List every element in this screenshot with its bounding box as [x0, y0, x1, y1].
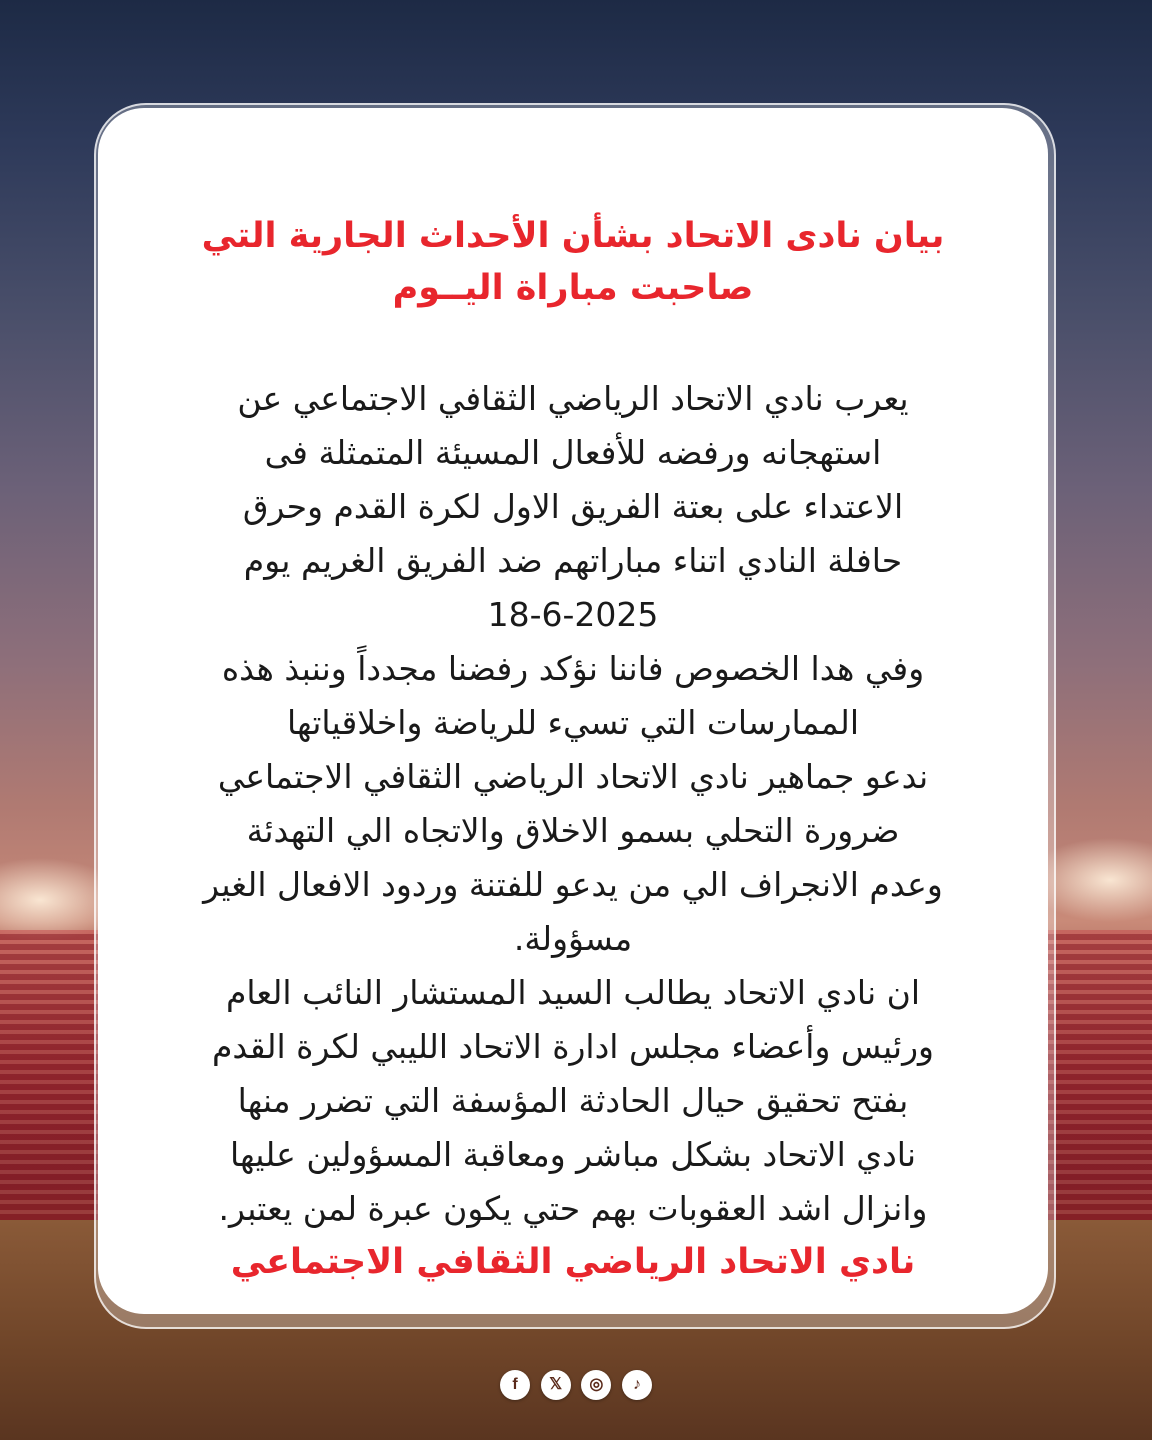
body-line: الاعتداء على بعتة الفريق الاول لكرة القدم وحرق: [242, 487, 904, 526]
title-line-1: بيان نادى الاتحاد بشأن الأحداث الجارية التي: [201, 216, 945, 256]
body-date: 18-6-2025: [487, 595, 659, 634]
body-line: وانزال اشد العقوبات بهم حتي يكون عبرة لمن يعتبر.: [218, 1189, 928, 1228]
statement-title: [98, 210, 1048, 314]
body-line: وفي هدا الخصوص فاننا نؤكد رفضنا مجدداً وننبذ هذه: [221, 649, 925, 688]
statement-body: [98, 372, 1048, 1236]
statement-signature: نادي الاتحاد الرياضي الثقافي الاجتماعي: [230, 1242, 916, 1282]
body-line: مسؤولة.: [513, 919, 633, 958]
body-line: وعدم الانجراف الي من يدعو للفتنة وردود الافعال الغير: [203, 865, 943, 904]
x-icon[interactable]: 𝕏: [541, 1370, 571, 1400]
tiktok-icon[interactable]: ♪: [622, 1370, 652, 1400]
body-line: يعرب نادي الاتحاد الرياضي الثقافي الاجتماعي عن: [237, 379, 909, 418]
body-line: حافلة النادي اتناء مباراتهم ضد الفريق الغريم يوم: [243, 541, 903, 580]
body-line: الممارسات التي تسيء للرياضة واخلاقياتها: [286, 703, 859, 742]
social-links: [500, 1370, 652, 1402]
body-line: ورئيس وأعضاء مجلس ادارة الاتحاد الليبي لكرة القدم: [212, 1027, 934, 1066]
body-line: ان نادي الاتحاد يطالب السيد المستشار النائب العام: [225, 973, 921, 1012]
facebook-icon[interactable]: f: [500, 1370, 530, 1400]
body-line: استهجانه ورفضه للأفعال المسيئة المتمثلة فى: [264, 433, 882, 472]
body-line: ضرورة التحلي بسمو الاخلاق والاتجاه الي التهدئة: [246, 811, 900, 850]
body-line: بفتح تحقيق حيال الحادثة المؤسفة التي تضرر منها: [237, 1081, 909, 1120]
body-line: ندعو جماهير نادي الاتحاد الرياضي الثقافي الاجتماعي: [217, 757, 929, 796]
body-line: نادي الاتحاد بشكل مباشر ومعاقبة المسؤولين عليها: [229, 1135, 917, 1174]
title-line-2: صاحبت مباراة اليــوم: [392, 268, 754, 308]
instagram-icon[interactable]: ◎: [581, 1370, 611, 1400]
